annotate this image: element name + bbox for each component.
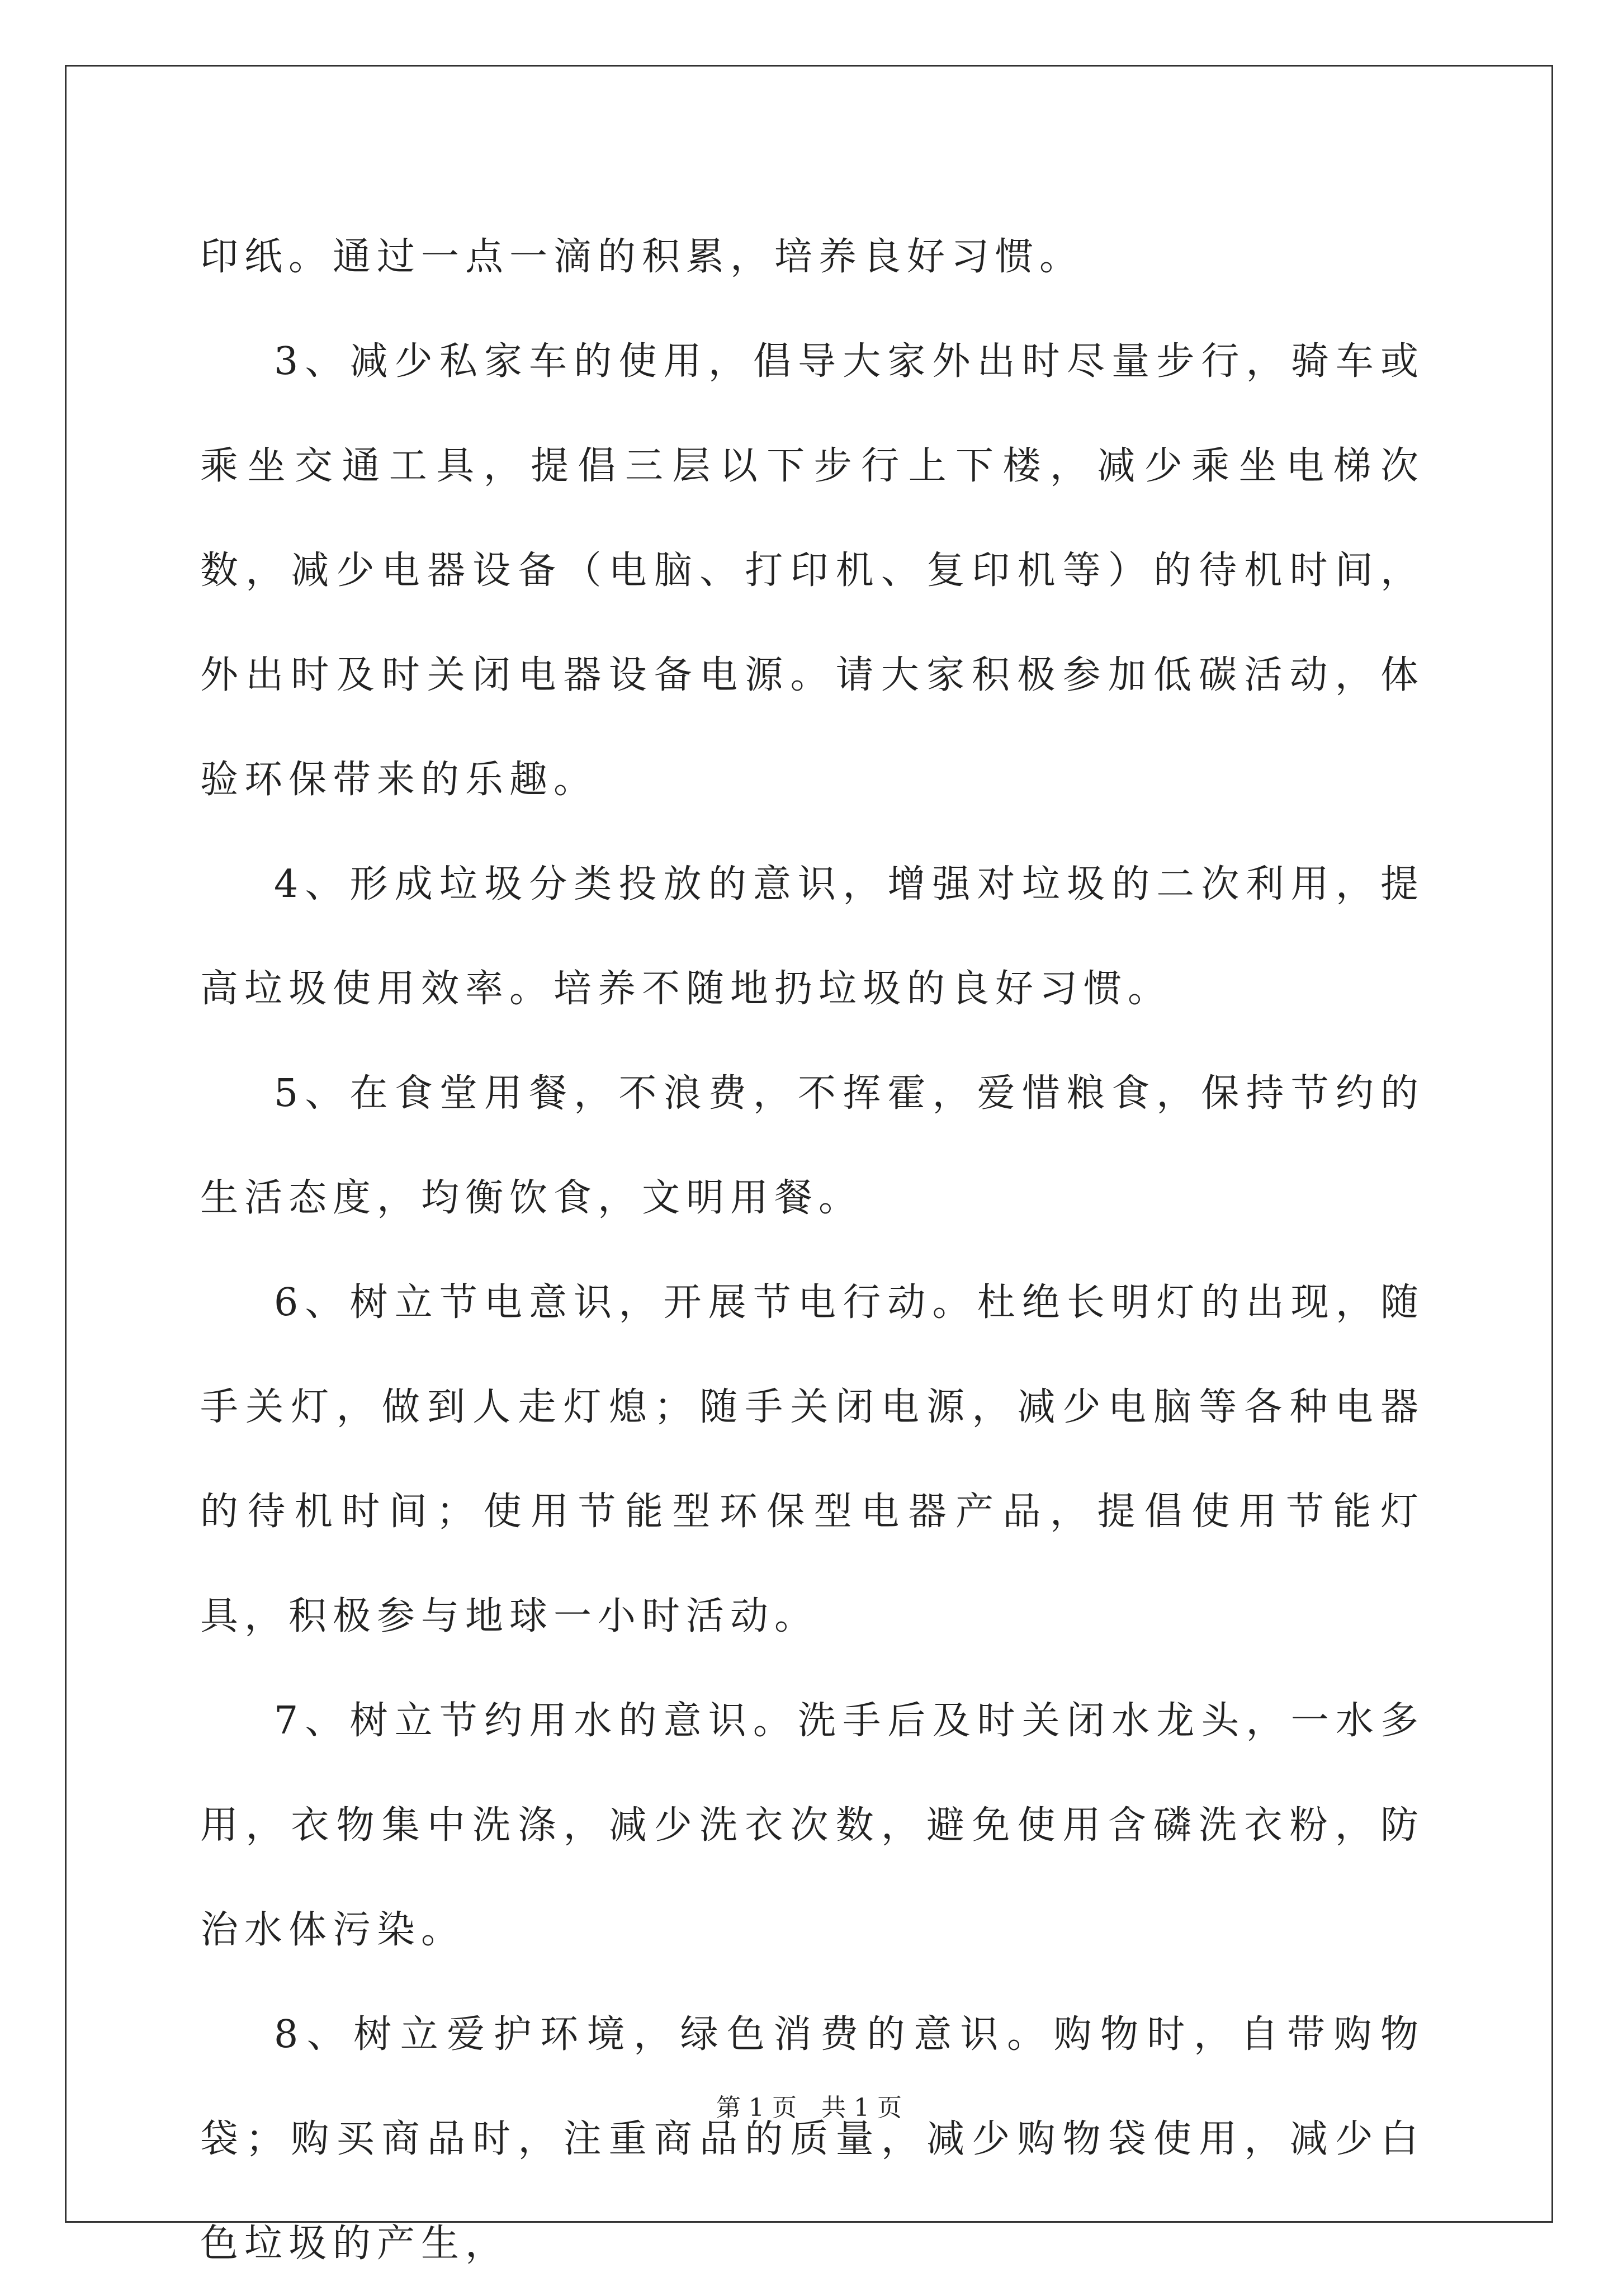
paragraph-1: 印纸。通过一点一滴的积累，培养良好习惯。 [200, 235, 1084, 279]
paragraph-3: 4、形成垃圾分类投放的意识，增强对垃圾的二次利用，提高垃圾使用效率。培养不随地扔垃圾的良好习惯。 [200, 862, 1425, 1011]
paragraph-4: 5、在食堂用餐，不浪费，不挥霍，爱惜粮食，保持节约的生活态度，均衡饮食，文明用餐。 [200, 1071, 1425, 1220]
paragraph-5: 6、树立节电意识，开展节电行动。杜绝长明灯的出现，随手关灯，做到人走灯熄；随手关闭电源，减少电脑等各种电器的待机时间；使用节能型环保型电器产品，提倡使用节能灯具，积极参与地球一小时活动。 [200, 1281, 1425, 1638]
paragraph-7: 8、树立爱护环境，绿色消费的意识。购物时，自带购物袋；购买商品时，注重商品的质量，减少购物袋使用，减少白色垃圾的产生， [200, 2012, 1425, 2266]
page-footer: 第 1 页 共 1 页 [716, 2094, 902, 2122]
document-body [200, 205, 1425, 2296]
paragraph-2: 3、减少私家车的使用，倡导大家外出时尽量步行，骑车或乘坐交通工具，提倡三层以下步行上下楼，减少乘坐电梯次数，减少电器设备（电脑、打印机、复印机等）的待机时间，外出时及时关闭电器设备电源。请大家积极参加低碳活动，体验环保带来的乐趣。 [200, 339, 1425, 802]
paragraph-6: 7、树立节约用水的意识。洗手后及时关闭水龙头，一水多用，衣物集中洗涤，减少洗衣次数，避免使用含磷洗衣粉，防治水体污染。 [200, 1699, 1425, 1952]
